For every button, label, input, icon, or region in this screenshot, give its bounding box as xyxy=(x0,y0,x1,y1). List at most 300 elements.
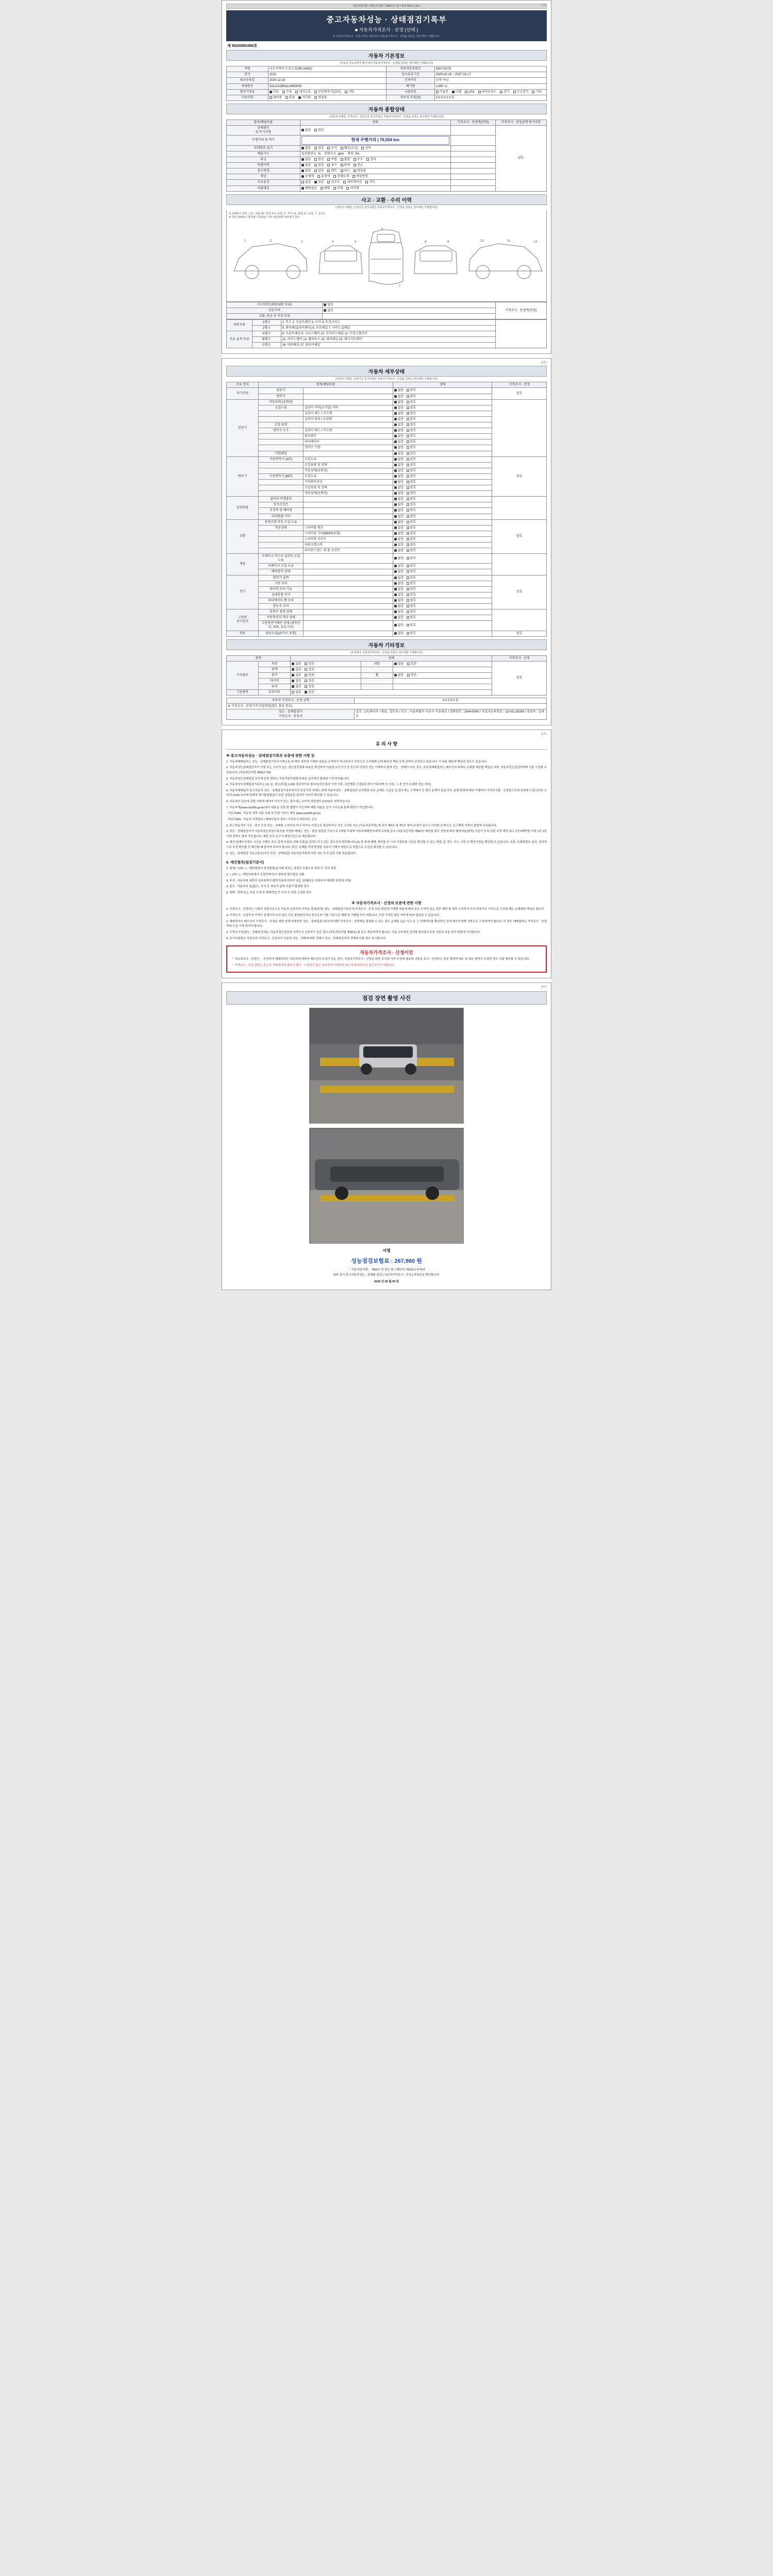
chk-special-flood[interactable]: 침수 xyxy=(327,163,337,167)
detail-item-1-2 xyxy=(259,411,304,416)
chk-6-1-0[interactable]: 없음 xyxy=(394,582,404,586)
detail-group-1: 원동기 xyxy=(227,399,259,456)
chk-vin-none[interactable]: 없음 xyxy=(301,146,311,150)
notice-title: 유 의 사 항 xyxy=(226,738,547,750)
svg-text:8: 8 xyxy=(425,240,427,244)
inspection-photo-2 xyxy=(309,1128,464,1244)
chk-recall-done[interactable]: 이행 xyxy=(333,187,343,191)
overall-price-3 xyxy=(450,151,495,157)
chk-usechg-rent[interactable]: 렌트 xyxy=(327,169,337,173)
notice-list-3 xyxy=(226,867,547,895)
chk-6-5-0[interactable]: 없음 xyxy=(394,604,404,608)
chk-option-none[interactable]: 없음 xyxy=(301,180,311,184)
svg-text:6: 6 xyxy=(381,228,383,231)
chk-1-8-1[interactable]: 양호 xyxy=(407,446,416,450)
detail-state-1-9 xyxy=(393,451,492,456)
chk-color-chroma[interactable]: 유채색 xyxy=(317,175,330,179)
chk-4-5-1[interactable]: 양호 xyxy=(407,549,416,553)
accident-value-0 xyxy=(323,302,495,308)
notice-heading-abbr: 6. 제건별목(점검기준서) xyxy=(226,861,264,865)
chk-2-2-0[interactable]: 없음 xyxy=(394,469,404,473)
basic-label2-2: 신차여부 xyxy=(386,78,434,83)
chk-usechg-none[interactable]: 없음 xyxy=(301,169,311,173)
detail-head-2: 상태 xyxy=(393,382,492,388)
chk-5-1-0[interactable]: 없음 xyxy=(394,564,404,568)
detail-sub-6-3 xyxy=(304,592,393,598)
etc-item2-1 xyxy=(361,667,393,672)
section-basic-sub: (자동차 인도일까지 확인하여 자동차가격조사 · 산정을 원하는 경우에만 기재합니다) xyxy=(340,62,433,65)
company-label-2-text: 가격조사 · 산정자 xyxy=(278,715,303,718)
detail-sub-4-0 xyxy=(304,519,393,525)
chk-2-4-1[interactable]: 양호 xyxy=(407,480,416,484)
chk-1-8-0[interactable]: 없음 xyxy=(394,446,404,450)
detail-state-5-1 xyxy=(393,564,492,569)
chk-7-0-0[interactable]: 없음 xyxy=(394,610,404,614)
chk-5-2-1[interactable]: 양호 xyxy=(407,570,416,574)
etc-item-4: 유리 xyxy=(259,684,291,690)
svg-text:5: 5 xyxy=(355,240,357,244)
chk-7-0-1[interactable]: 양호 xyxy=(407,610,416,614)
chk-7-1-0[interactable]: 없음 xyxy=(394,616,404,620)
detail-item-6-5: 윈도우 모터 xyxy=(259,604,304,609)
overall-label-4: 튜닝 xyxy=(227,157,300,163)
detail-sub-1-4 xyxy=(304,422,393,428)
overall-state-2 xyxy=(300,145,450,151)
detail-item-6-3: 실내송풍 모터 xyxy=(259,592,304,598)
basic-label2-0: 자동차등록번호 xyxy=(386,66,434,72)
parts-outer-title: 외판부위 xyxy=(227,319,253,331)
notice-item-a-5: 6. 자동차의 성능에 관한 사항에 대하여 이의가 있는 경우에는 소비자 상담센터 (1372)로 연락하십시오. xyxy=(226,800,351,804)
chk-usechg-biz[interactable]: 영업용 xyxy=(354,169,366,173)
detail-state-4-5 xyxy=(393,548,492,554)
parts-outer-rank1: 1랭크 xyxy=(252,319,281,325)
chk-recall-na[interactable]: 해당없음 xyxy=(301,187,317,191)
etc-state-1 xyxy=(291,667,361,672)
detail-state-1-2 xyxy=(393,411,492,416)
chk-recall-yes[interactable]: 해당 xyxy=(321,187,330,191)
detail-state-3-1 xyxy=(393,502,492,508)
detail-sub-2-0: 오일누유 xyxy=(304,456,393,462)
table-row xyxy=(227,72,547,78)
parts-inner-rank-c: C랭크 xyxy=(252,343,281,348)
fuel-hydrogen[interactable]: 수소전기 xyxy=(513,90,529,94)
chk-1-9-0[interactable]: 없음 xyxy=(394,452,404,456)
chk-reg-yes[interactable]: 있음 xyxy=(314,128,324,132)
notice-item-c-1: 2. ㄴ(외/ㄴ) : 해당부위에서 교정단계이(이 양부위 불부림된 교환 xyxy=(226,873,305,876)
chk-1-9-1[interactable]: 양호 xyxy=(407,452,416,456)
section-accident-sub: (자동차 주행중, 산정기준 특기사항은 자동차가격조사 · 산정을 원하는 경우에만 기재합니다) xyxy=(335,206,438,209)
chk-1-1-1[interactable]: 양호 xyxy=(407,406,416,410)
section-overall-sub: (자동차 주행중, 가격조사 · 산정기준 특기사항은 자동차가격조사 · 산정을 원하는 경우에만 기재합니다) xyxy=(329,115,444,118)
chk-4-3-1[interactable]: 양호 xyxy=(407,537,416,541)
chk-6-3-0[interactable]: 없음 xyxy=(394,593,404,597)
detail-item-1-0: 작동상태 (공회전) xyxy=(259,399,304,405)
chk-5-0-0[interactable]: 없음 xyxy=(394,556,404,561)
chk-3-2-1[interactable]: 양호 xyxy=(407,509,416,513)
chk-6-2-1[interactable]: 양호 xyxy=(407,587,416,591)
detail-group-3: 동력전달 xyxy=(227,497,259,519)
chk-roomb-none[interactable]: 없음 xyxy=(292,673,301,677)
etc-item2-0: 내장 xyxy=(361,661,393,667)
overall-label-8: 주요옵션 xyxy=(227,180,300,185)
detail-sub-3-2 xyxy=(304,508,393,514)
detail-sub-6-1 xyxy=(304,581,393,586)
chk-1-6-1[interactable]: 양호 xyxy=(407,434,416,438)
detail-sub-1-1: 실린더 커버(로커암) 커버 xyxy=(304,405,393,411)
usage-business[interactable]: 영업용 xyxy=(314,96,327,100)
chk-0-1-0[interactable]: 없음 xyxy=(394,395,404,399)
detail-state-6-5 xyxy=(393,604,492,609)
chk-color-change[interactable]: 색상변경 xyxy=(352,175,368,179)
detail-item-7-2: 고전원전기배선 상태 (접속단자, 피복, 보호기구) xyxy=(259,621,304,631)
chk-2-6-0[interactable]: 없음 xyxy=(394,492,404,496)
chk-glass-yes[interactable]: 있음 xyxy=(305,685,314,689)
svg-text:11: 11 xyxy=(507,239,511,243)
table-row xyxy=(227,319,547,325)
chk-6-4-1[interactable]: 양호 xyxy=(407,599,416,603)
accident-value-1 xyxy=(323,308,495,313)
notice-item-d-1: ※ 가격조사 · 산정자의 가격이 실제가격 보다 낮은 이유 불명한다거나 경우로써 이를 기준으로 매매 및 거래를 하기 바랍니다. 또한 가격은 변동 여부에 따라 달라질 수 있습니다. xyxy=(226,914,440,918)
chk-4-5-0[interactable]: 없음 xyxy=(394,549,404,553)
chk-7-2-0[interactable]: 없음 xyxy=(394,623,404,628)
chk-ext-yes[interactable]: 있음 xyxy=(305,662,314,666)
warnbox-title: 자동차가격조사 · 산정이안 xyxy=(360,950,413,956)
chk-2-6-1[interactable]: 양호 xyxy=(407,492,416,496)
chk-2-2-1[interactable]: 양호 xyxy=(407,469,416,473)
chk-polish-yes[interactable]: 있음 xyxy=(305,668,314,672)
chk-tuning-legal[interactable]: 적법 xyxy=(327,158,337,162)
table-row xyxy=(227,575,547,581)
chk-vin-corrosion[interactable]: 부식 xyxy=(327,146,337,150)
chk-1-5-0[interactable]: 없음 xyxy=(394,429,404,433)
chk-2-4-0[interactable]: 없음 xyxy=(394,480,404,484)
page-number-1: (1쪽) xyxy=(541,4,547,7)
overall-state-3 xyxy=(300,151,450,157)
table-row xyxy=(227,609,547,615)
chk-vin-diff[interactable]: 상이 xyxy=(361,146,371,150)
chk-4-3-0[interactable]: 없음 xyxy=(394,537,404,541)
etc-state2-1 xyxy=(393,667,492,672)
detail-sub-6-2 xyxy=(304,586,393,592)
chk-reg-none[interactable]: 없음 xyxy=(301,128,311,132)
chk-4-2-0[interactable]: 없음 xyxy=(394,532,404,536)
notice-list-4 xyxy=(226,907,547,941)
detail-price-8: 양호 xyxy=(492,631,547,636)
section-etc-title: 자동차 기타정보 xyxy=(226,639,547,650)
fuel-ev[interactable]: 전기 xyxy=(500,90,510,94)
chk-0-1-1[interactable]: 양호 xyxy=(407,395,416,399)
chk-option-yes[interactable]: 있음 xyxy=(314,180,324,184)
detail-state-1-3 xyxy=(393,416,492,422)
chk-1-3-1[interactable]: 양호 xyxy=(407,417,416,421)
chk-6-5-1[interactable]: 양호 xyxy=(407,604,416,608)
chk-color-mono[interactable]: 무채색 xyxy=(301,175,314,179)
footer-note-2: 위와 같이 중고자동차성능 · 상태를 점검 [ 자동차가격조사 · 산정 ] 하였음을 확인합니다. xyxy=(333,1273,440,1277)
chk-tuning-none[interactable]: 없음 xyxy=(301,158,311,162)
chk-2-5-0[interactable]: 없음 xyxy=(394,486,404,490)
chk-4-0-0[interactable]: 없음 xyxy=(394,520,404,524)
chk-int-yes[interactable]: 있음 xyxy=(407,662,417,666)
chk-3-1-0[interactable]: 없음 xyxy=(394,503,404,507)
detail-sub-5-1 xyxy=(304,564,393,569)
transmission-manual[interactable]: 수동 xyxy=(282,90,292,94)
etc-table xyxy=(226,655,547,696)
fuel-gasoline[interactable]: 가솔린 xyxy=(436,90,448,94)
accident-diagram-box xyxy=(226,210,547,302)
chk-5-1-1[interactable]: 양호 xyxy=(407,564,416,568)
basic-label-0: 차명 xyxy=(227,66,268,72)
chk-1-7-0[interactable]: 없음 xyxy=(394,440,404,444)
accident-price-note: 가격조사 · 산정액(천원) xyxy=(495,302,546,319)
detail-item-3-3: 디퍼렌셜 기어 xyxy=(259,514,304,519)
chk-2-0-0[interactable]: 없음 xyxy=(394,457,404,462)
chk-0-0-0[interactable]: 없음 xyxy=(394,388,404,393)
chk-7-2-1[interactable]: 양호 xyxy=(407,623,416,628)
chk-7-1-1[interactable]: 양호 xyxy=(407,616,416,620)
chk-2-5-1[interactable]: 양호 xyxy=(407,486,416,490)
chk-3-2-0[interactable]: 없음 xyxy=(394,509,404,513)
basic-value-1: 2020 xyxy=(268,72,386,78)
chk-1-3-0[interactable]: 없음 xyxy=(394,417,404,421)
chk-3-1-1[interactable]: 양호 xyxy=(407,503,416,507)
detail-sub-4-4: 파워크랭크축 xyxy=(304,543,393,548)
chk-1-7-1[interactable]: 양호 xyxy=(407,440,416,444)
accident-summary-table xyxy=(226,302,547,319)
table-row xyxy=(227,83,547,89)
chk-3-0-1[interactable]: 양호 xyxy=(407,497,416,501)
chk-1-4-0[interactable]: 없음 xyxy=(394,423,404,427)
svg-text:1: 1 xyxy=(244,239,246,243)
detail-sub-2-1: 오일유량 및 상태 xyxy=(304,462,393,468)
detail-sub-7-1 xyxy=(304,615,393,621)
table-row xyxy=(227,302,547,308)
fuel-etc[interactable]: 기타 xyxy=(532,90,542,94)
detail-item-7-1: 구동축전지 격리 상태 xyxy=(259,615,304,621)
chk-5-0-1[interactable]: 양호 xyxy=(407,556,416,561)
chk-special-fire[interactable]: 화재 xyxy=(341,163,350,167)
basic-label-2: 최초등록일 xyxy=(227,78,268,83)
accident-label-1: 단순수리 xyxy=(227,308,323,313)
detail-price-7 xyxy=(492,609,547,631)
chk-1-0-1[interactable]: 양호 xyxy=(407,400,416,404)
accident-parts-table xyxy=(226,319,547,348)
detail-item-4-5 xyxy=(259,548,304,554)
etc-head-1: 상태 xyxy=(291,655,492,661)
signature-label: 서명 xyxy=(382,1248,391,1253)
chk-1-5-1[interactable]: 양호 xyxy=(407,429,416,433)
chk-8-0-0[interactable]: 없음 xyxy=(394,632,404,636)
etc-state-0 xyxy=(291,661,361,667)
detail-state-1-5 xyxy=(393,428,492,434)
chk-glass-none[interactable]: 없음 xyxy=(292,685,301,689)
detail-state-5-2 xyxy=(393,569,492,575)
detail-state-1-4 xyxy=(393,422,492,428)
chk-6-0-1[interactable]: 양호 xyxy=(407,576,416,580)
detail-sub-2-3: 오일누유 xyxy=(304,473,393,479)
chk-option-etc[interactable]: 기타 xyxy=(365,180,375,184)
detail-state-0-1 xyxy=(393,394,492,399)
etc-item-1: 광택 xyxy=(259,667,291,672)
detail-item-8-0: 연료누출(LP가스 포함) xyxy=(259,631,304,636)
fuel-lpg[interactable]: LPG xyxy=(465,90,475,94)
chk-basic-none[interactable]: 없음 xyxy=(292,690,301,694)
chk-int-none[interactable]: 없음 xyxy=(394,662,404,666)
detail-item-2-3: 수동변속기 (M/T) xyxy=(259,473,304,479)
transmission-semi[interactable]: 세미오토 xyxy=(295,90,311,94)
chk-tuning-illegal[interactable]: 불법 xyxy=(341,158,350,162)
chk-option-sunroof[interactable]: 선루프 xyxy=(327,180,340,184)
chk-6-4-0[interactable]: 없음 xyxy=(394,599,404,603)
chk-usechg-lease[interactable]: 리스 xyxy=(341,169,350,173)
detail-group-8: 연료 xyxy=(227,631,259,636)
usage-rental[interactable]: 대여용 xyxy=(270,96,282,100)
detail-state-4-4 xyxy=(393,543,492,548)
chk-basic-yes[interactable]: 있음 xyxy=(305,690,314,694)
chk-tire-yes[interactable]: 있음 xyxy=(305,679,314,683)
chk-4-0-1[interactable]: 양호 xyxy=(407,520,416,524)
transmission-auto[interactable]: 자동 xyxy=(270,90,279,94)
chk-option-nav[interactable]: 내비게이션 xyxy=(343,180,362,184)
basic-label2-4: 사용연료 xyxy=(386,89,434,95)
detail-state-7-2 xyxy=(393,621,492,631)
chk-vin-yes[interactable]: 있음 xyxy=(314,146,324,150)
detail-item-4-1: 작동상태 xyxy=(259,525,304,531)
chk-wheel-yes[interactable]: 있음 xyxy=(407,673,417,677)
etc-item2-2: 휠 xyxy=(361,672,393,678)
chk-roomb-yes[interactable]: 있음 xyxy=(305,673,314,677)
company-label-1 xyxy=(227,709,355,719)
chk-1-0-0[interactable]: 없음 xyxy=(394,400,404,404)
chk-vin-damage[interactable]: 훼손(오손) xyxy=(341,146,358,150)
chk-special-yes[interactable]: 있음 xyxy=(314,163,324,167)
overall-state-8 xyxy=(300,180,450,185)
chk-5-2-0[interactable]: 없음 xyxy=(394,570,404,574)
chk-4-1-1[interactable]: 양호 xyxy=(407,526,416,530)
chk-4-4-1[interactable]: 양호 xyxy=(407,543,416,547)
etc-basic-state xyxy=(291,690,492,696)
chk-1-1-0[interactable]: 없음 xyxy=(394,406,404,410)
chk-6-2-0[interactable]: 없음 xyxy=(394,587,404,591)
overall-price-4 xyxy=(450,157,495,163)
chk-3-0-0[interactable]: 없음 xyxy=(394,497,404,501)
notice-item-d-2: 2. 매매업자가 매수인이 가격조사 · 산정을 희망 선택 하였지만 성능 · 상태점검기록부에 대한 가격조사 · 산정액을 결정할 수 있는 경우 손해를 입은 사고 등 그 이행여부를 확인하기 전에 매수인에게 서면으로 고지하여야 합니다. 이 경우 매매업자는 가격조사 · 산정액에 등을 기재 하여야 합니다. xyxy=(226,920,547,928)
mileage-display: 현재 주행거리 | 76,004 km xyxy=(301,136,449,145)
parts-outer-items2: 5. 쿼터패널(리어펜더) 6. 루프패널 7. 사이드실패널 xyxy=(281,326,495,331)
notice-item-b-0: 2. 중고자동차의 구조 · 장치 등의 성능 · 상태를 고지하지 아니 하거나 거짓으로 점검하거나 거짓 고지한 자는 (자동차관리법) 에 의거 제5호 및 제7호 벌칙 규정이 있으니 이러한 문제 또는 신고행위 이력의 불법에 저촉됩니다. xyxy=(226,824,497,827)
fuel-hybrid[interactable]: 하이브리드 xyxy=(478,90,497,94)
chk-wheel-none[interactable]: 없음 xyxy=(394,673,404,677)
etc-left-label: 수리필요 xyxy=(227,661,259,689)
table-row xyxy=(227,698,547,704)
chk-tuning-device[interactable]: 장치 xyxy=(366,158,376,162)
chk-4-4-0[interactable]: 없음 xyxy=(394,543,404,547)
notice-item-a-0: 1. 자동차매매업자는 성능 · 상태점검기록부기재 (나) 에 해당 세부에 기재한 내용을 교지하지 아니하거나 거짓으로 고지할때 손해 배상의 책임 등에 관하여 규정하고 있습니다. 이 내용 때문에 책임질 경우도 있습니다. xyxy=(226,760,488,764)
chk-4-2-1[interactable]: 양호 xyxy=(407,532,416,536)
basic-price-value: 0 0 0 0 0 0 원 xyxy=(434,95,546,100)
detail-price-5 xyxy=(492,554,547,575)
chk-2-3-0[interactable]: 없음 xyxy=(394,474,404,479)
detail-head-0: 주요 장치 xyxy=(227,382,259,388)
detail-item-2-2 xyxy=(259,468,304,473)
parts-price-cell xyxy=(495,319,546,348)
detail-sub-8-0 xyxy=(304,631,393,636)
detail-sub-2-4: 기어변속장치 xyxy=(304,479,393,485)
detail-sub-6-0 xyxy=(304,575,393,581)
transmission-etc[interactable]: 기타 xyxy=(345,90,355,94)
detail-state-1-8 xyxy=(393,445,492,451)
chk-1-2-1[interactable]: 양호 xyxy=(407,412,416,416)
chk-accident-none[interactable]: 없음 xyxy=(324,303,333,307)
photo-2-svg xyxy=(310,1128,464,1244)
chk-2-3-1[interactable]: 양호 xyxy=(407,474,416,479)
usage-gov[interactable]: 관용 xyxy=(285,96,295,100)
warnbox-line-1: 「 가격조사 · 산정 결과는 중고차 거래에서의 권리의 행사 · 구속력이 없고 소비자의 구매지원 참고에 불과하므로 참고하시기 바랍니다. xyxy=(231,963,395,967)
detail-sub-6-4 xyxy=(304,598,393,603)
accident-label-0: 사고이력 (외판/내판 부위) xyxy=(227,302,323,308)
overall-state-6 xyxy=(300,168,450,174)
chk-0-0-1[interactable]: 양호 xyxy=(407,388,416,393)
chk-tuning-structure[interactable]: 구조 xyxy=(354,158,363,162)
chk-special-total[interactable]: 전손 xyxy=(354,163,363,167)
chk-2-1-1[interactable]: 양호 xyxy=(407,463,416,467)
chk-tuning-yes[interactable]: 있음 xyxy=(314,158,324,162)
chk-ext-none[interactable]: 없음 xyxy=(292,662,301,666)
sheet-page-2 xyxy=(222,358,551,725)
chk-color-full[interactable]: 전체도색 xyxy=(333,175,349,179)
notice-item-a-6: 7. 자동차에(www.car365.go.kr)에서 내용을 조회 및 열람이 가능하며 해당 내용은 공식 사이트를 통해 확인이 가능합니다. xyxy=(226,806,374,809)
usage-private[interactable]: 자가용 xyxy=(298,96,311,100)
detail-state-1-7 xyxy=(393,439,492,445)
detail-sub-0-1 xyxy=(304,394,393,399)
notice-list-2 xyxy=(226,824,547,857)
chk-1-6-0[interactable]: 없음 xyxy=(394,434,404,438)
table-row xyxy=(227,78,547,83)
chk-tire-none[interactable]: 없음 xyxy=(292,679,301,683)
chk-1-2-0[interactable]: 없음 xyxy=(394,412,404,416)
chk-1-4-1[interactable]: 양호 xyxy=(407,423,416,427)
detail-item-0-0: 원동기 xyxy=(259,388,304,394)
chk-8-0-1[interactable]: 양호 xyxy=(407,632,416,636)
detail-item-1-1: 오일누유 xyxy=(259,405,304,411)
chk-special-none[interactable]: 없음 xyxy=(301,163,311,167)
svg-text:10: 10 xyxy=(480,239,484,243)
chk-simple-none[interactable]: 없음 xyxy=(324,309,333,313)
chk-3-3-1[interactable]: 양호 xyxy=(407,515,416,519)
chk-3-3-0[interactable]: 없음 xyxy=(394,515,404,519)
chk-4-1-0[interactable]: 없음 xyxy=(394,526,404,530)
chk-recall-notdone[interactable]: 미이행 xyxy=(346,187,359,191)
detail-group-4: 조향 xyxy=(227,519,259,554)
notice-item-c-0: 1. 위에(ㄱ)와(ㄴ) : 해당범위의 점검범위(실거래 피치는 점검로 부품노후 항목 등 신차 점검 xyxy=(226,867,336,871)
table-row xyxy=(227,89,547,95)
chk-2-0-1[interactable]: 양호 xyxy=(407,457,416,462)
chk-6-0-0[interactable]: 없음 xyxy=(394,576,404,580)
detail-state-5-0 xyxy=(393,554,492,564)
detail-item-7-0: 충전구 절연 상태 xyxy=(259,609,304,615)
basic-transmission-opts xyxy=(268,89,386,95)
transmission-cvt[interactable]: 무단변속기(CVT) xyxy=(314,90,341,94)
notice-item-c-2: 3. 부식 : 자동차에 외판의 금속표면이 화학작용에 의하여 심층 상태(단순 산화부식 제외한 점검에 포함) xyxy=(226,879,351,883)
table-row xyxy=(227,95,547,100)
notice-item-a-8: · 자동차365 : 자동차 이력정보 / 매매사업자 정보 / 가격조사 제공하는 공유 xyxy=(226,818,317,821)
chk-6-1-1[interactable]: 양호 xyxy=(407,582,416,586)
chk-2-1-0[interactable]: 없음 xyxy=(394,463,404,467)
fuel-diesel[interactable]: 디젤 xyxy=(452,90,462,94)
chk-6-3-1[interactable]: 양호 xyxy=(407,593,416,597)
chk-polish-none[interactable]: 없음 xyxy=(292,668,301,672)
chk-usechg-yes[interactable]: 있음 xyxy=(314,169,324,173)
detail-group-5: 제동 xyxy=(227,554,259,575)
